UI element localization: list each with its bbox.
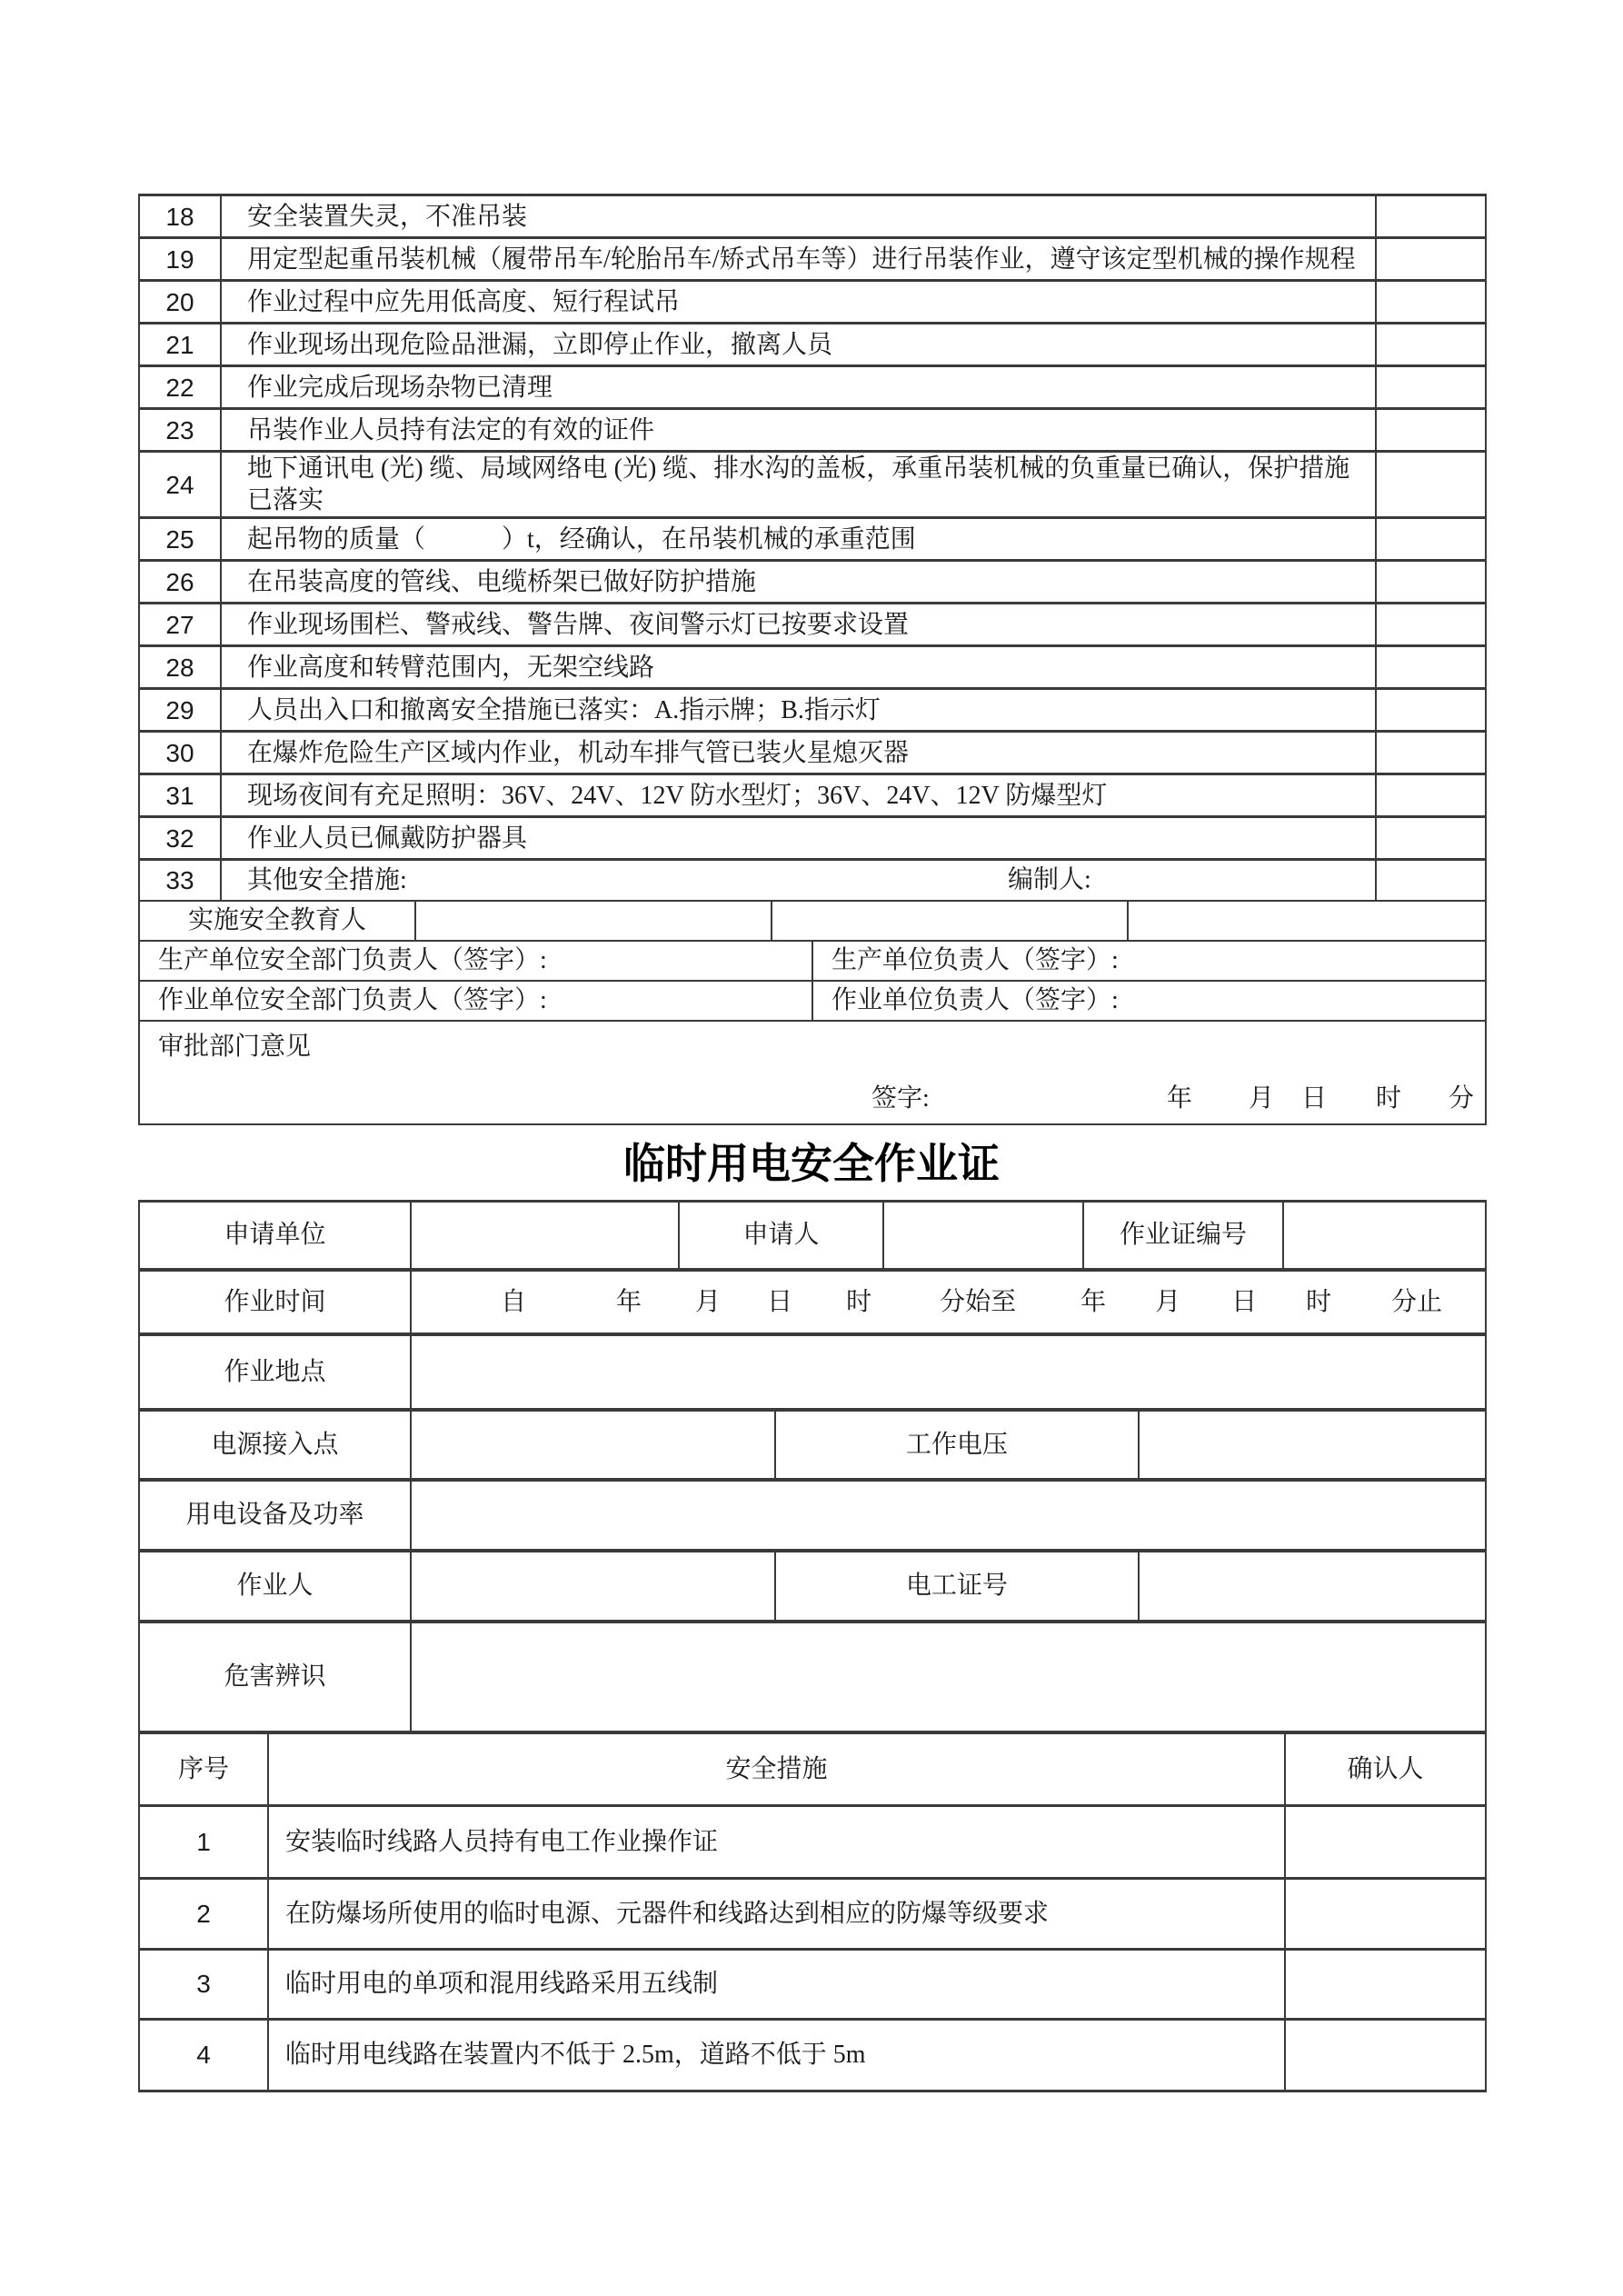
measure-text: 在爆炸危险生产区域内作业，机动车排气管已装火星熄灭器 bbox=[221, 732, 1376, 774]
confirm-cell[interactable] bbox=[1376, 409, 1486, 452]
table-row bbox=[139, 817, 1486, 860]
confirm-cell[interactable] bbox=[1376, 452, 1486, 518]
electrician-cert-label: 电工证号 bbox=[775, 1551, 1139, 1621]
equipment-row bbox=[138, 1479, 1487, 1552]
measure-text: 作业完成后现场杂物已清理 bbox=[221, 366, 1376, 409]
confirm-cell[interactable] bbox=[1285, 1805, 1486, 1878]
producer-head-sign-cell[interactable]: 生产单位负责人（签字）: bbox=[812, 941, 1486, 981]
row-number: 33 bbox=[139, 860, 221, 901]
work-voltage-label: 工作电压 bbox=[775, 1410, 1139, 1479]
table-row bbox=[139, 409, 1486, 452]
apply-unit-value-cell[interactable] bbox=[411, 1201, 679, 1269]
approval-opinion-label: 审批部门意见 bbox=[158, 1032, 312, 1061]
table-row bbox=[139, 324, 1486, 366]
producer-safety-dept-sign-cell[interactable]: 生产单位安全部门负责人（签字）: bbox=[139, 941, 812, 981]
row-number: 22 bbox=[139, 366, 221, 409]
time-part: 分始至 bbox=[940, 1287, 1017, 1316]
row-number: 27 bbox=[139, 604, 221, 646]
approval-opinion-cell[interactable] bbox=[139, 1021, 1486, 1124]
approval-opinion-row bbox=[138, 1020, 1487, 1125]
measure-text: 用定型起重吊装机械（履带吊车/轮胎吊车/矫式吊车等）进行吊装作业，遵守该定型机械的操作规程 bbox=[221, 238, 1376, 281]
other-measures-label: 其他安全措施: bbox=[247, 865, 407, 894]
row-number: 1 bbox=[139, 1805, 268, 1878]
row-number: 26 bbox=[139, 561, 221, 604]
measure-text: 安全装置失灵，不准吊装 bbox=[221, 195, 1376, 238]
table-row bbox=[139, 981, 1486, 1021]
safety-educator-value-cell[interactable] bbox=[415, 901, 772, 941]
row-number: 19 bbox=[139, 238, 221, 281]
confirm-cell[interactable] bbox=[1376, 860, 1486, 901]
other-measures-cell[interactable] bbox=[221, 860, 1376, 901]
hazard-label: 危害辨识 bbox=[139, 1622, 411, 1732]
power-access-row bbox=[138, 1409, 1487, 1481]
hazard-value-cell[interactable] bbox=[411, 1622, 1486, 1732]
table-row bbox=[139, 366, 1486, 409]
work-place-label: 作业地点 bbox=[139, 1334, 411, 1409]
row-number: 2 bbox=[139, 1878, 268, 1949]
table-row bbox=[139, 732, 1486, 774]
confirm-cell[interactable] bbox=[1285, 1878, 1486, 1949]
work-place-row bbox=[138, 1333, 1487, 1411]
confirm-cell[interactable] bbox=[1376, 646, 1486, 689]
table-row bbox=[139, 561, 1486, 604]
measure-text: 作业现场出现危险品泄漏，立即停止作业，撤离人员 bbox=[221, 324, 1376, 366]
confirm-cell[interactable] bbox=[1376, 366, 1486, 409]
table-row bbox=[139, 604, 1486, 646]
work-place-value-cell[interactable] bbox=[411, 1334, 1486, 1409]
table-row bbox=[139, 518, 1486, 561]
confirm-cell[interactable] bbox=[1376, 774, 1486, 817]
time-part: 分止 bbox=[1391, 1287, 1443, 1316]
table-row bbox=[139, 1805, 1486, 1878]
applicant-label: 申请人 bbox=[679, 1201, 883, 1269]
date-unit-hour: 时 bbox=[1376, 1083, 1402, 1113]
table-row bbox=[139, 281, 1486, 324]
measure-text: 吊装作业人员持有法定的有效的证件 bbox=[221, 409, 1376, 452]
confirm-cell[interactable] bbox=[1376, 195, 1486, 238]
measure-text: 现场夜间有充足照明：36V、24V、12V 防水型灯；36V、24V、12V 防爆型灯 bbox=[221, 774, 1376, 817]
table-row bbox=[139, 646, 1486, 689]
row-number: 30 bbox=[139, 732, 221, 774]
work-voltage-value-cell[interactable] bbox=[1139, 1410, 1486, 1479]
date-unit-month: 月 bbox=[1249, 1083, 1275, 1113]
measure-text: 安装临时线路人员持有电工作业操作证 bbox=[268, 1805, 1285, 1878]
time-part: 日 bbox=[1231, 1287, 1258, 1316]
signature-rows bbox=[138, 940, 1487, 1022]
worker-row bbox=[138, 1550, 1487, 1622]
confirm-cell[interactable] bbox=[1285, 1949, 1486, 2019]
confirm-cell[interactable] bbox=[1376, 324, 1486, 366]
sign-label: 签字: bbox=[871, 1083, 930, 1113]
time-part: 时 bbox=[846, 1287, 872, 1316]
page-title: 临时用电安全作业证 bbox=[623, 1139, 1000, 1187]
row-number: 28 bbox=[139, 646, 221, 689]
date-unit-year: 年 bbox=[1167, 1083, 1193, 1113]
row-number: 4 bbox=[139, 2019, 268, 2091]
worker-value-cell[interactable] bbox=[411, 1551, 775, 1621]
confirm-cell[interactable] bbox=[1376, 732, 1486, 774]
contractor-safety-dept-sign-cell[interactable]: 作业单位安全部门负责人（签字）: bbox=[139, 981, 812, 1021]
contractor-head-sign-cell[interactable]: 作业单位负责人（签字）: bbox=[812, 981, 1486, 1021]
row-number: 32 bbox=[139, 817, 221, 860]
confirm-cell[interactable] bbox=[1376, 817, 1486, 860]
measures-header-row bbox=[139, 1732, 1486, 1805]
measure-text: 地下通讯电 (光) 缆、局域网络电 (光) 缆、排水沟的盖板，承重吊装机械的负重量已确认，保护措施已落实 bbox=[221, 452, 1376, 518]
safety-measure-header: 安全措施 bbox=[268, 1732, 1285, 1805]
confirm-cell[interactable] bbox=[1285, 2019, 1486, 2091]
measure-text: 在防爆场所使用的临时电源、元器件和线路达到相应的防爆等级要求 bbox=[268, 1878, 1285, 1949]
seq-no-header: 序号 bbox=[139, 1732, 268, 1805]
table-row bbox=[139, 452, 1486, 518]
hazard-row bbox=[138, 1621, 1487, 1733]
row-number: 21 bbox=[139, 324, 221, 366]
time-part: 年 bbox=[1080, 1287, 1107, 1316]
time-part: 月 bbox=[695, 1287, 722, 1316]
time-part: 日 bbox=[767, 1287, 793, 1316]
measure-text: 作业人员已佩戴防护器具 bbox=[221, 817, 1376, 860]
measure-text: 临时用电的单项和混用线路采用五线制 bbox=[268, 1949, 1285, 2019]
equipment-label: 用电设备及功率 bbox=[139, 1480, 411, 1550]
electric-measures-table bbox=[138, 1732, 1487, 2092]
row-number: 24 bbox=[139, 452, 221, 518]
measure-text: 起吊物的质量（ ）t，经确认，在吊装机械的承重范围 bbox=[221, 518, 1376, 561]
measure-text: 作业过程中应先用低高度、短行程试吊 bbox=[221, 281, 1376, 324]
applicant-value-cell[interactable] bbox=[883, 1201, 1083, 1269]
confirm-cell[interactable] bbox=[1376, 281, 1486, 324]
preparer-label: 编制人: bbox=[1008, 865, 1091, 894]
table-row-other-measures bbox=[139, 860, 1486, 901]
table-row bbox=[139, 1878, 1486, 1949]
permit-no-label: 作业证编号 bbox=[1083, 1201, 1283, 1269]
measure-text: 人员出入口和撤离安全措施已落实：A.指示牌；B.指示灯 bbox=[221, 689, 1376, 732]
electrician-cert-value-cell[interactable] bbox=[1139, 1551, 1486, 1621]
row-number: 25 bbox=[139, 518, 221, 561]
table-row bbox=[139, 2019, 1486, 2091]
safety-educator-label: 实施安全教育人 bbox=[139, 901, 415, 941]
table-row bbox=[139, 195, 1486, 238]
apply-row bbox=[138, 1200, 1487, 1271]
confirm-cell[interactable] bbox=[1376, 518, 1486, 561]
safety-educator-value-cell[interactable] bbox=[772, 901, 1128, 941]
safety-educator-row bbox=[138, 900, 1487, 942]
row-number: 29 bbox=[139, 689, 221, 732]
row-number: 18 bbox=[139, 195, 221, 238]
measure-text: 临时用电线路在装置内不低于 2.5m，道路不低于 5m bbox=[268, 2019, 1285, 2091]
time-part: 时 bbox=[1306, 1287, 1332, 1316]
permit-no-value-cell[interactable] bbox=[1283, 1201, 1486, 1269]
measure-text: 作业高度和转臂范围内，无架空线路 bbox=[221, 646, 1376, 689]
time-part: 年 bbox=[616, 1287, 642, 1316]
power-access-label: 电源接入点 bbox=[139, 1410, 411, 1479]
table-row bbox=[139, 238, 1486, 281]
date-unit-day: 日 bbox=[1301, 1083, 1328, 1113]
power-access-value-cell[interactable] bbox=[411, 1410, 775, 1479]
work-time-row bbox=[138, 1269, 1487, 1335]
date-unit-minute: 分 bbox=[1449, 1083, 1475, 1113]
row-number: 3 bbox=[139, 1949, 268, 2019]
table-row bbox=[139, 689, 1486, 732]
table-row bbox=[139, 774, 1486, 817]
confirm-cell[interactable] bbox=[1376, 689, 1486, 732]
confirm-person-header: 确认人 bbox=[1285, 1732, 1486, 1805]
table-row bbox=[139, 941, 1486, 981]
measure-text: 作业现场围栏、警戒线、警告牌、夜间警示灯已按要求设置 bbox=[221, 604, 1376, 646]
work-time-value-cell[interactable] bbox=[411, 1270, 1486, 1333]
confirm-cell[interactable] bbox=[1376, 238, 1486, 281]
worker-label: 作业人 bbox=[139, 1551, 411, 1621]
row-number: 23 bbox=[139, 409, 221, 452]
confirm-cell[interactable] bbox=[1376, 604, 1486, 646]
time-part: 月 bbox=[1155, 1287, 1181, 1316]
table-row bbox=[139, 1949, 1486, 2019]
equipment-value-cell[interactable] bbox=[411, 1480, 1486, 1550]
confirm-cell[interactable] bbox=[1376, 561, 1486, 604]
row-number: 20 bbox=[139, 281, 221, 324]
work-time-label: 作业时间 bbox=[139, 1270, 411, 1333]
row-number: 31 bbox=[139, 774, 221, 817]
apply-unit-label: 申请单位 bbox=[139, 1201, 411, 1269]
safety-educator-value-cell[interactable] bbox=[1128, 901, 1486, 941]
hoisting-permit-measures-table bbox=[138, 194, 1487, 902]
time-part: 自 bbox=[501, 1287, 527, 1316]
measure-text: 在吊装高度的管线、电缆桥架已做好防护措施 bbox=[221, 561, 1376, 604]
